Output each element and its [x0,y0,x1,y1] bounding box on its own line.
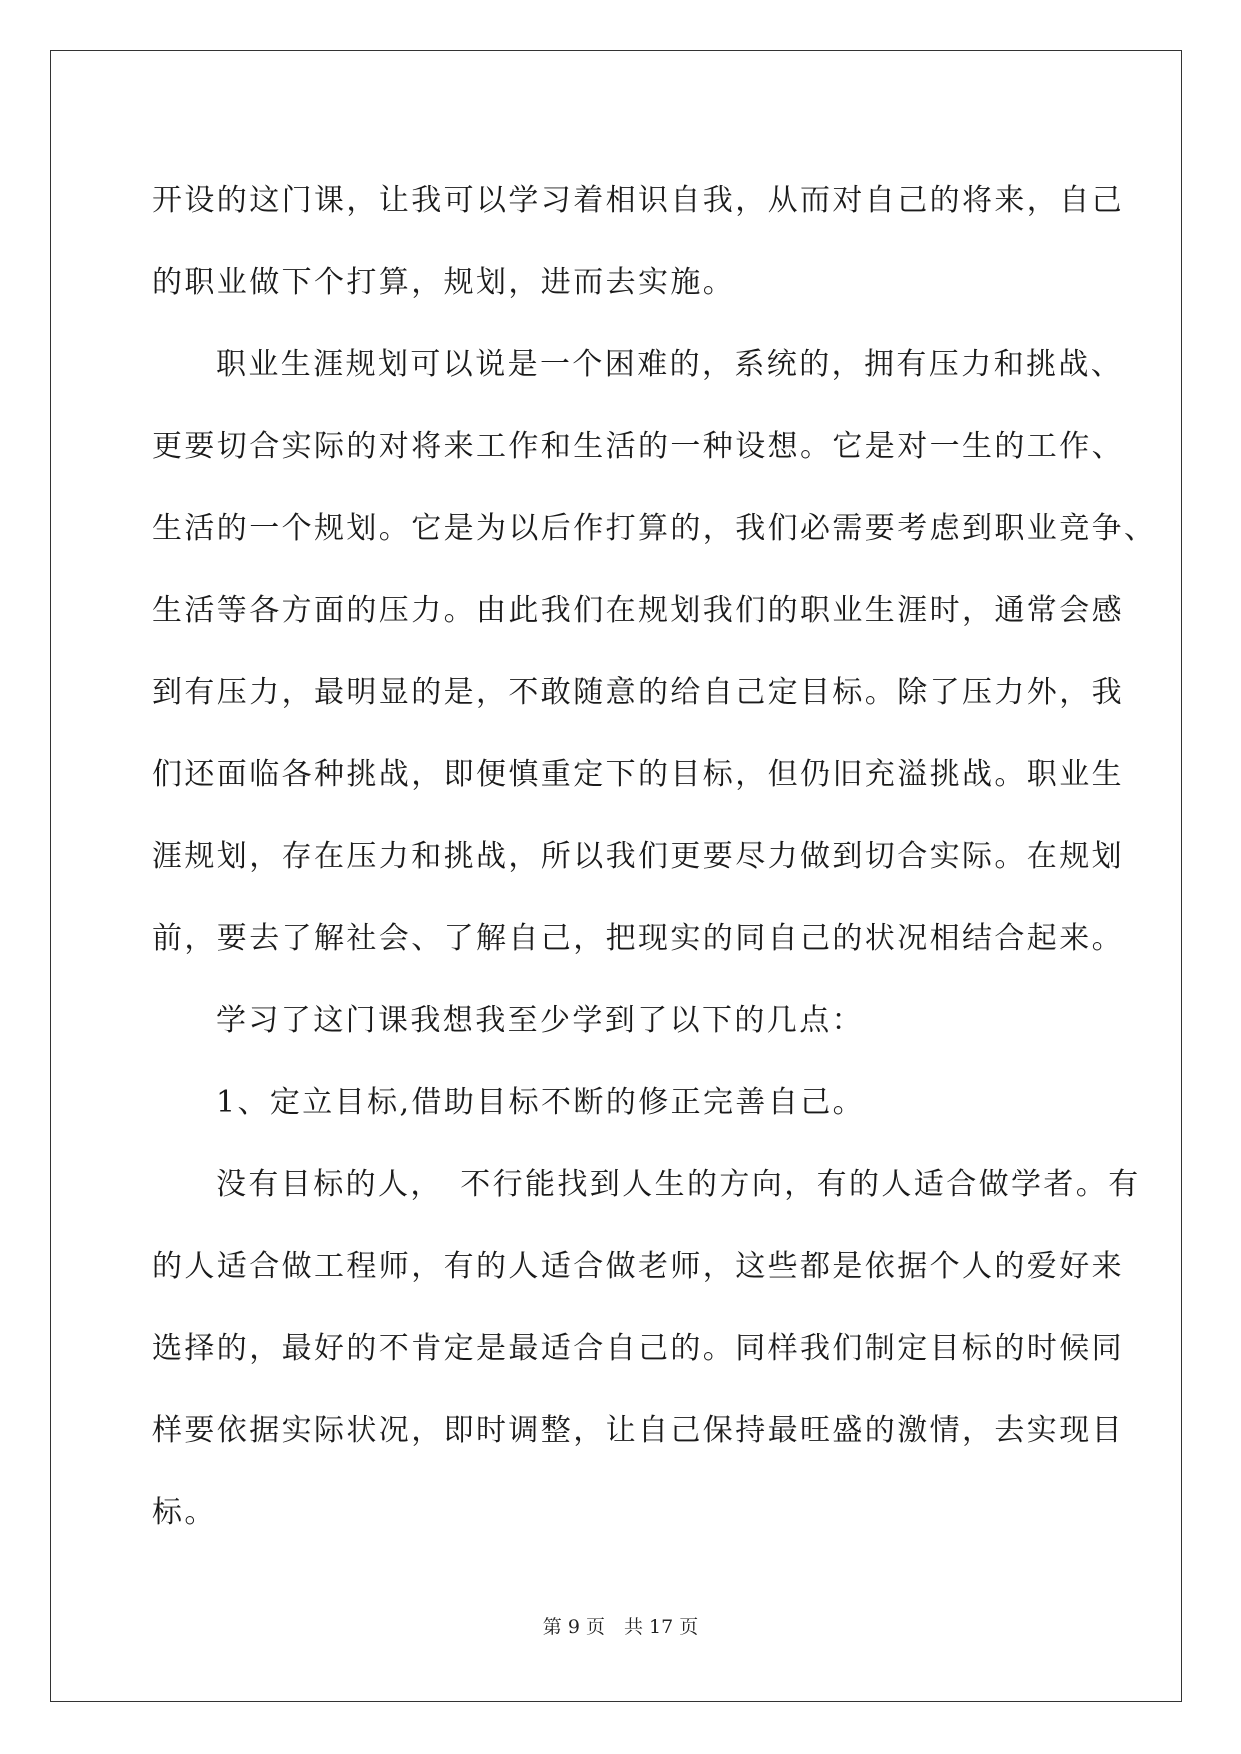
text-line: 学习了这门课我想我至少学到了以下的几点： [216,1003,864,1038]
text-line: 开设的这门课，让我可以学习着相识自我，从而对自己的将来，自己 [152,183,1124,218]
text-line: 到有压力，最明显的是，不敢随意的给自己定目标。除了压力外，我 [152,675,1124,710]
text-line: 样要依据实际状况，即时调整，让自己保持最旺盛的激情，去实现目 [152,1413,1124,1448]
document-body [152,160,1157,1554]
page-number-footer: 第 9 页 共 17 页 [542,1616,699,1638]
text-line: 生活的一个规划。它是为以后作打算的，我们必需要考虑到职业竞争、 [152,511,1157,546]
text-line: 没有目标的人， 不行能找到人生的方向，有的人适合做学者。有 [216,1167,1141,1202]
text-line: 前，要去了解社会、了解自己，把现实的同自己的状况相结合起来。 [152,921,1124,956]
text-line: 1、定立目标,借助目标不断的修正完善自己。 [216,1085,866,1120]
text-line: 生活等各方面的压力。由此我们在规划我们的职业生涯时，通常会感 [152,593,1124,628]
text-line: 们还面临各种挑战，即便慎重定下的目标，但仍旧充溢挑战。职业生 [152,757,1124,792]
text-line: 更要切合实际的对将来工作和生活的一种设想。它是对一生的工作、 [152,429,1124,464]
text-line: 标。 [152,1495,217,1530]
text-line: 职业生涯规划可以说是一个困难的，系统的，拥有压力和挑战、 [216,347,1124,382]
text-line: 的职业做下个打算，规划，进而去实施。 [152,265,736,300]
text-line: 涯规划，存在压力和挑战，所以我们更要尽力做到切合实际。在规划 [152,839,1124,874]
text-line: 选择的，最好的不肯定是最适合自己的。同样我们制定目标的时候同 [152,1331,1124,1366]
text-line: 的人适合做工程师，有的人适合做老师，这些都是依据个人的爱好来 [152,1249,1124,1284]
